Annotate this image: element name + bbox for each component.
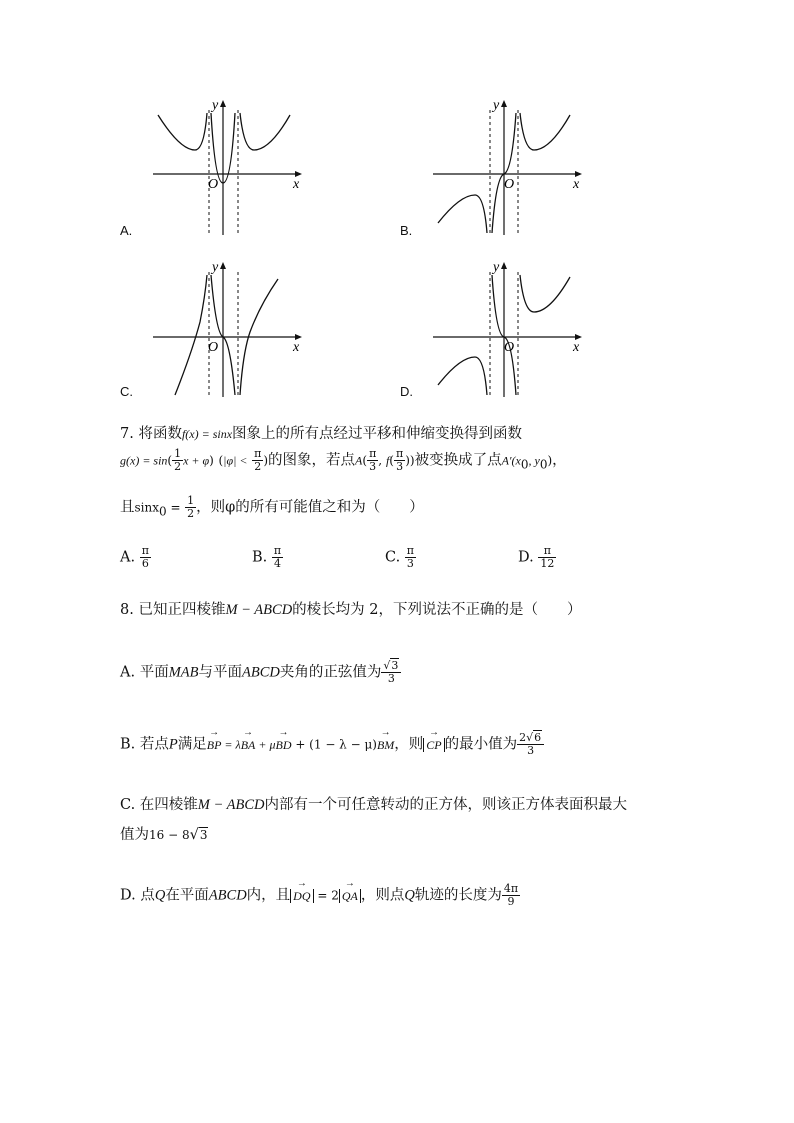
graph-a — [150, 95, 310, 240]
q8-b-value: $\frac{2√6}{3}$ — [517, 732, 544, 757]
q8-d-value: $\frac{4\pi}{9}$ — [503, 882, 519, 908]
q7-line3: 且sinx$_0$ = $\frac{1}{2}$ ，则φ的所有可能值之和为（ ） — [120, 494, 424, 520]
q8-stem: 8. 已知正四棱锥M − ABCD的棱长均为 2，下列说法不正确的是（ ） — [120, 602, 582, 618]
origin-label: O — [208, 340, 219, 355]
curve-left — [438, 195, 487, 233]
graph-d — [430, 257, 590, 402]
curve-left — [175, 275, 207, 395]
graph-a-label: A. — [120, 223, 133, 238]
q7-option-c[interactable]: C. $\frac{\pi}{3}$ — [385, 544, 415, 570]
q7-text6: 且 — [120, 499, 135, 516]
x-label: x — [293, 177, 300, 192]
origin-label: O — [504, 177, 515, 192]
q7-f-def: f(x) = sinx — [181, 427, 233, 441]
q7-point-a2: A′(x — [501, 453, 521, 468]
curve-right — [520, 275, 570, 312]
y-label: y — [212, 260, 219, 275]
y-arrow-icon — [501, 100, 507, 107]
q7-pi-third: $\frac{\pi}{3}$ — [369, 447, 377, 473]
q7-sinx0: sinx — [134, 500, 159, 515]
q7-text2: 图象上的所有点经过平移和伸缩变换得到函数 — [232, 426, 523, 442]
q7-number: 7. — [120, 426, 134, 442]
q8-option-a[interactable]: A. 平面MAB与平面ABCD夹角的正弦值为 $\frac{√3}{3}$ — [120, 660, 401, 685]
graph-b — [430, 95, 590, 240]
q8-option-b[interactable]: B. 若点P满足BP → = λBA → + μBD → + (1 − λ − μ)BM →，则 CP → 的最小值为 $\frac{2√6}{3}$ — [120, 732, 544, 757]
y-label: y — [493, 260, 500, 275]
curve-left — [438, 357, 487, 395]
q7-line1 — [120, 422, 522, 443]
graph-d-label: D. — [400, 384, 413, 399]
y-arrow-icon — [501, 262, 507, 269]
q7-pi-third-2: $\frac{\pi}{3}$ — [395, 447, 404, 473]
q7-line2: g(x) = sin( $\frac{1}{2}$ x + φ) (|φ| < $\frac{\pi}{2}$ )的图象，若点A( $\frac{\pi}{3}$ , f( $\frac{\pi}{3}$ ))被变换成了点$A'(x_0$, $y_0$)， — [120, 447, 567, 473]
x-label: x — [293, 340, 300, 355]
x-label: x — [573, 177, 580, 192]
q8-number: 8. — [120, 602, 134, 618]
origin-label: O — [208, 177, 219, 192]
q7-f-paren: f — [385, 453, 390, 468]
q7-cond-frac: $\frac{\pi}{2}$ — [254, 447, 262, 473]
y-arrow-icon — [220, 262, 226, 269]
y-label: y — [493, 98, 500, 113]
q8-option-c-line2: 值为16 − 8√3 — [120, 827, 208, 843]
graph-c-label: C. — [120, 384, 133, 399]
graph-c — [150, 257, 310, 402]
curve-right — [240, 113, 290, 150]
q7-option-b[interactable]: B. $\frac{\pi}{4}$ — [252, 544, 282, 570]
q7-g-x-phi: x + φ — [183, 453, 210, 468]
q7-g-frac: $\frac{1}{2}$ — [174, 447, 182, 473]
q7-text3: 的图象，若点 — [268, 452, 356, 469]
graph-b-label: B. — [400, 223, 413, 238]
origin-label: O — [504, 340, 515, 355]
q7-point-a: A — [355, 453, 363, 468]
curve-right — [520, 113, 570, 150]
q7-text4: 被变换成了点 — [414, 452, 502, 469]
y-arrow-icon — [220, 100, 226, 107]
q7-half: $\frac{1}{2}$ — [187, 494, 195, 520]
q8-option-c[interactable]: C. 在四棱锥M − ABCD内部有一个可任意转动的正方体，则该正方体表面积最大 — [120, 797, 628, 813]
q8-option-d[interactable]: D. 点Q在平面ABCD内，且 DQ → = 2 QA → ，则点Q轨迹的长度为 $\frac{4\pi}{9}$ — [120, 883, 520, 908]
q7-g-left: g(x) = sin — [120, 453, 168, 468]
q8-pyramid: M − ABCD — [225, 602, 293, 618]
q7-cond: |φ| < — [223, 453, 248, 468]
q7-option-a[interactable]: A. $\frac{\pi}{6}$ — [120, 544, 149, 570]
q8-a-value: $\frac{√3}{3}$ — [381, 660, 401, 685]
curve-left — [158, 113, 207, 150]
q7-option-d[interactable]: D. $\frac{\pi}{12}$ — [518, 544, 555, 570]
q7-text7: ，则φ的所有可能值之和为（ ） — [196, 499, 424, 516]
x-label: x — [573, 340, 580, 355]
y-label: y — [212, 98, 219, 113]
q7-text1: 将函数 — [138, 426, 182, 442]
